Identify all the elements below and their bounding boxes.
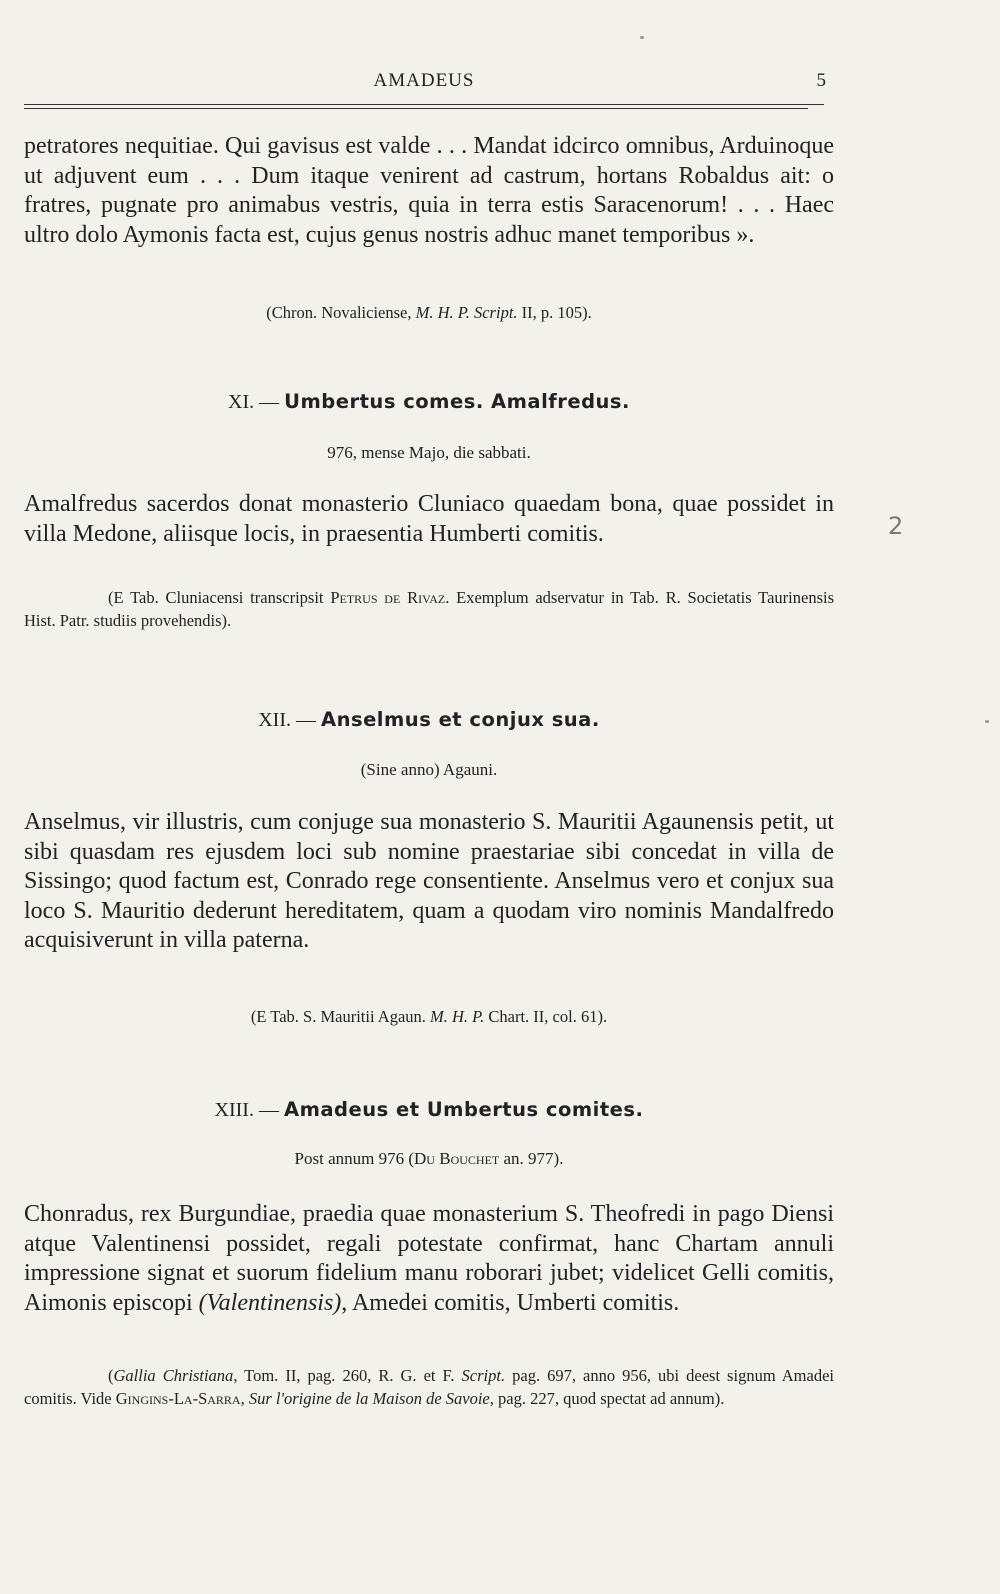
doc-date: (Sine anno) Agauni. [360, 760, 498, 779]
source-part: pag. 697, anno 956, ubi deest signum Amadei comitis. Vide [24, 1366, 834, 1408]
source-part: (E Tab. S. Mauritii Agaun. [250, 1007, 431, 1026]
document-heading-xiii [24, 1098, 834, 1122]
doc-number: XI. — [228, 391, 285, 413]
document-body-xiii [24, 1200, 834, 1318]
document-body-xii [24, 808, 834, 956]
source-part: Gallia Christiana [113, 1366, 234, 1385]
source-part: M. H. P. [430, 1007, 485, 1026]
text-part: , Amedei comitis, Umberti comitis. [341, 1289, 680, 1316]
document-heading-xii [24, 708, 834, 732]
document-heading-xi [24, 390, 834, 414]
header-rule-thin [24, 108, 808, 109]
source-part: Chart. II, col. 61). [484, 1007, 608, 1026]
document-date-xi [24, 443, 834, 463]
page-number: 5 [816, 70, 826, 91]
date-part: an. 977). [499, 1149, 564, 1168]
document-source-xii [24, 1005, 834, 1028]
header-rule [24, 104, 824, 105]
doc-date: 976, mense Majo, die sabbati. [327, 443, 531, 462]
intro-section [24, 132, 834, 250]
intro-paragraph: petratores nequitiae. Qui gavisus est valde . . . Mandat idcirco omnibus, Arduinoque ut adjuvent eum . . . Dum itaque venirent ad castrum, hortans Robaldus ait: o fratres, pugnate pro animabus vestris, quia in terra estis Saracenorum! . . . Haec ultro dolo Aymonis facta est, cujus genus nostris adhuc manet temporibus ». [24, 133, 834, 248]
source-part: M. H. P. Script. [415, 303, 518, 322]
doc-heading [24, 708, 834, 732]
document-date-xiii [24, 1149, 834, 1169]
margin-annotation: 2 [888, 512, 904, 540]
date-part: Post annum 976 ( [294, 1149, 415, 1168]
doc-number: XII. — [258, 709, 321, 731]
source-text [24, 1364, 834, 1410]
date-part: Du Bouchet [414, 1149, 500, 1168]
source-part: . Exemplum adservatur in Tab. R. Societatis Taurinensis Hist. Patr. studiis provehendis). [24, 588, 834, 630]
source-part: , pag. 227, quod spectat ad annum). [489, 1389, 725, 1408]
text-part: (Valentinensis) [198, 1289, 342, 1316]
doc-date [24, 1149, 834, 1169]
source-part: Script. [461, 1366, 506, 1385]
document-source-xiii [24, 1364, 834, 1410]
source-part: Petrus de Rivaz [330, 588, 446, 607]
text-part: Chonradus, rex Burgundiae, praedia quae monasterium S. Theofredi in pago Diensi atque Valentinensi possidet, regali potestate confirmat, hanc Chartam annuli impressione signat et suorum fidelium manu roborari jubet; videlicet Gelli comitis, Aimonis episcopi [24, 1201, 834, 1316]
document-date-xii [24, 760, 834, 780]
doc-heading [24, 390, 834, 414]
source-part: Sur l'origine de la Maison de Savoie [248, 1389, 490, 1408]
scan-speck [640, 36, 644, 39]
source-part: , [240, 1389, 249, 1408]
intro-source-text [24, 301, 834, 324]
source-text [24, 586, 834, 632]
source-part: II, p. 105). [517, 303, 592, 322]
document-body-xi [24, 490, 834, 549]
doc-heading [24, 1098, 834, 1122]
doc-paragraph: Amalfredus sacerdos donat monasterio Cluniaco quaedam bona, quae possidet in villa Medone, aliisque locis, in praesentia Humberti comitis. [24, 491, 834, 547]
source-part: Gingins-La-Sarra [115, 1389, 241, 1408]
doc-title: Umbertus comes. Amalfredus. [284, 390, 630, 413]
source-part: (Chron. Novaliciense, [266, 303, 416, 322]
doc-number: XIII. — [214, 1099, 284, 1121]
doc-title: Anselmus et conjux sua. [321, 708, 600, 731]
doc-title: Amadeus et Umbertus comites. [283, 1098, 644, 1121]
running-header [24, 70, 824, 100]
source-part: , Tom. II, pag. 260, R. G. et F. [233, 1366, 462, 1385]
source-part: (E Tab. Cluniacensi transcripsit [108, 588, 331, 607]
source-text [24, 1005, 834, 1028]
source-part: ( [108, 1366, 114, 1385]
doc-paragraph [24, 1200, 834, 1318]
document-source-xi [24, 586, 834, 632]
intro-source [24, 301, 834, 324]
running-title: AMADEUS [373, 70, 475, 91]
scan-speck [985, 720, 989, 723]
doc-paragraph: Anselmus, vir illustris, cum conjuge sua monasterio S. Mauritii Agaunensis petit, ut sibi quasdam res ejusdem loci sub nomine praestariae sibi concedat in villa de Sissingo; quod factum est, Conrado rege consentiente. Anselmus vero et conjux sua loco S. Mauritio dederunt hereditatem, quam a quodam viro nominis Mandalfredo acquisiverunt in villa paterna. [24, 809, 834, 954]
